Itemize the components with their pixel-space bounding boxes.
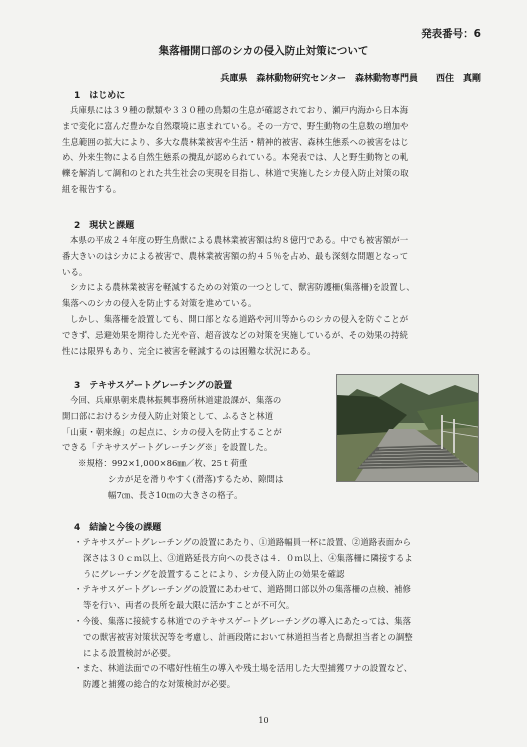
text-line: できず、忌避効果を期待した光や音、超音波などの対策を実施しているが、その効果の持続	[62, 329, 408, 340]
text-line: 「山東・朝来線」の起点に、シカの侵入を防止することが	[62, 426, 282, 437]
section-heading-conclusion: 4 結論と今後の課題	[74, 523, 162, 533]
text-line: め、外来生物による自然生態系の攪乱が認められている。本発表では、人と野生動物との軋	[62, 152, 409, 163]
section-heading-current-status: 2 現状と課題	[74, 221, 135, 231]
section-heading-introduction: 1 はじめに	[74, 91, 126, 101]
paper-title: 集落柵開口部のシカの侵入防止対策について	[158, 45, 369, 57]
bullet-line: ・また、林道法面での不嗜好性植生の導入や残土場を活用した大型捕獲ワナの設置など、	[74, 663, 413, 674]
text-line: 幅7㎝、長さ10㎝の大きさの格子。	[108, 489, 243, 500]
text-line: 集落へのシカの侵入を防止する対策を進めている。	[62, 298, 257, 309]
text-line: 本県の平成２４年度の野生鳥獣による農林業被害額は約８億円である。中でも被害額が一	[70, 235, 409, 245]
section-body-introduction	[62, 103, 409, 198]
text-line: シカが足を滑りやすく(滑落)するため、隙間は	[108, 473, 284, 484]
section-body-conclusion	[74, 535, 413, 693]
text-line: まで変化に富んだ豊かな自然環境に恵まれている。その一方で、野生動物の生息数の増加や	[62, 120, 409, 131]
presentation-number: 発表番号：6	[421, 28, 481, 40]
text-line: ※規格：992×1,000×86㎜／枚、25ｔ荷重	[78, 458, 248, 469]
text-line: 兵庫県には３９種の獣類や３３０種の鳥類の生息が確認されており、瀬戸内海から日本海	[70, 105, 409, 115]
text-line: 生息範囲の拡大により、多大な農林業被害や生活・精神的被害、森林生態系への被害をはじ	[62, 136, 409, 147]
text-line: 防護と捕獲の総合的な対策検討が必要。	[83, 679, 236, 690]
text-line: 今回、兵庫県朝来農林振興事務所林道建設課が、集落の	[70, 395, 282, 405]
bullet-line: ・今後、集落に接続する林道でのテキサスゲートグレーチングの導入にあたっては、集落	[74, 615, 412, 626]
text-line: シカによる農林業被害を軽減するための対策の一つとして、獣害防護柵(集落柵)を設置し、	[70, 282, 415, 293]
text-line: できる「テキサスゲートグレーチング※」を設置した。	[62, 442, 273, 453]
bullet-line: ・テキサスゲートグレーチングの設置にあたり、①道路幅員一杯に設置、②道路表面から	[74, 537, 412, 547]
text-line: しかし、集落柵を設置しても、開口部となる道路や河川等からのシカの侵入を防ぐことが	[70, 313, 409, 324]
text-line: 番大きいのはシカによる被害で、農林業被害額の約４５％を占め、最も深刻な問題となって	[62, 250, 409, 261]
text-line: 轢を解消して調和のとれた共生社会の実現を目指し、林道で実施したシカ侵入防止対策の取	[62, 168, 409, 179]
text-line: 開口部におけるシカ侵入防止対策として、ふるさと林道	[62, 410, 274, 421]
text-line: での獣害被害対策状況等を考慮し、計画段階において林道担当者と鳥獣担当者との調整	[83, 631, 413, 642]
author-affiliation: 兵庫県 森林動物研究センター 森林動物専門員 西住 真剛	[220, 74, 481, 84]
text-line: による設置検討が必要。	[83, 647, 177, 658]
section-heading-texas-gate: 3 テキサスゲートグレーチングの設置	[74, 381, 233, 391]
text-line: 性には限界もあり、完全に被害を軽減するのは困難な状況にある。	[62, 345, 316, 356]
text-line: いる。	[62, 266, 88, 277]
page-number: 10	[258, 716, 269, 725]
texas-gate-photo	[336, 374, 479, 482]
section-body-texas-gate	[62, 393, 283, 504]
section-body-current-status	[62, 233, 415, 359]
text-line: うにグレーチングを設置することにより、シカ侵入防止の効果を確認	[83, 568, 345, 579]
text-line: 等を行い、両者の長所を最大限に活かすことが不可欠。	[83, 600, 295, 611]
text-line: 深さは３０ｃｍ以上、③道路延長方向への長さは４．０ｍ以上、④集落柵に隣接するよ	[83, 552, 413, 563]
text-line: 組を報告する。	[62, 183, 122, 194]
bullet-line: ・テキサスゲートグレーチングの設置にあわせて、道路開口部以外の集落柵の点検、補修	[74, 584, 411, 595]
